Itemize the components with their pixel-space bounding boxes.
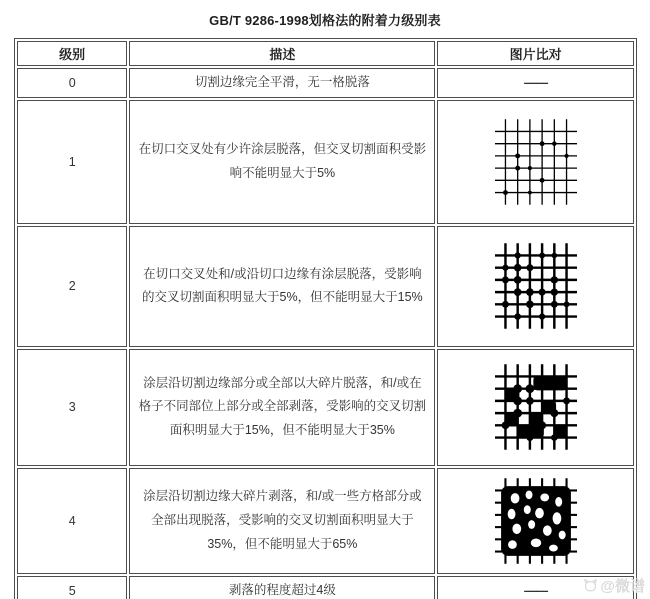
column-header-level: 级别 [17, 41, 127, 66]
watermark-text: @微谱 [600, 578, 645, 595]
no-picture-dash: —— [524, 583, 548, 598]
description-cell: 切割边缘完全平滑，无一格脱落 [129, 68, 435, 98]
level-cell: 5 [17, 576, 127, 599]
crosscut-grid-level-3-image [488, 357, 584, 457]
adhesion-grade-table [14, 38, 637, 599]
table-row-grade-5 [17, 576, 634, 599]
picture-cell [437, 349, 634, 466]
level-cell: 3 [17, 349, 127, 466]
weipu-logo-icon [583, 578, 598, 593]
no-picture-dash: —— [524, 75, 548, 90]
level-cell: 2 [17, 226, 127, 347]
level-cell: 0 [17, 68, 127, 98]
picture-cell [437, 226, 634, 347]
description-cell: 在切口交叉处有少许涂层脱落，但交叉切割面积受影响不能明显大于5% [129, 100, 435, 224]
level-cell: 1 [17, 100, 127, 224]
page-title: GB/T 9286-1998划格法的附着力级别表 [209, 13, 441, 28]
column-header-description: 描述 [129, 41, 435, 66]
description-cell: 剥落的程度超过4级 [129, 576, 435, 599]
level-cell: 4 [17, 468, 127, 574]
crosscut-grid-level-4-image [488, 471, 584, 571]
description-cell: 涂层沿切割边缘大碎片剥落，和/或一些方格部分或全部出现脱落，受影响的交叉切割面积明显大于35%，但不能明显大于65% [129, 468, 435, 574]
table-row-grade-4 [17, 468, 634, 574]
crosscut-grid-level-1-image [488, 112, 584, 212]
description-cell: 涂层沿切割边缘部分或全部以大碎片脱落，和/或在格子不同部位上部分或全部剥落，受影响的交叉切割面积明显大于15%，但不能明显大于35% [129, 349, 435, 466]
table-header-row [17, 41, 634, 66]
picture-cell [437, 468, 634, 574]
table-row-grade-2 [17, 226, 634, 347]
picture-cell [437, 100, 634, 224]
table-row-grade-0 [17, 68, 634, 98]
column-header-picture: 图片比对 [437, 41, 634, 66]
description-cell: 在切口交叉处和/或沿切口边缘有涂层脱落，受影响的交叉切割面积明显大于5%，但不能明显大于15% [129, 226, 435, 347]
watermark [583, 575, 645, 596]
crosscut-grid-level-2-image [488, 236, 584, 336]
table-row-grade-3 [17, 349, 634, 466]
picture-cell [437, 68, 634, 98]
table-row-grade-1 [17, 100, 634, 224]
